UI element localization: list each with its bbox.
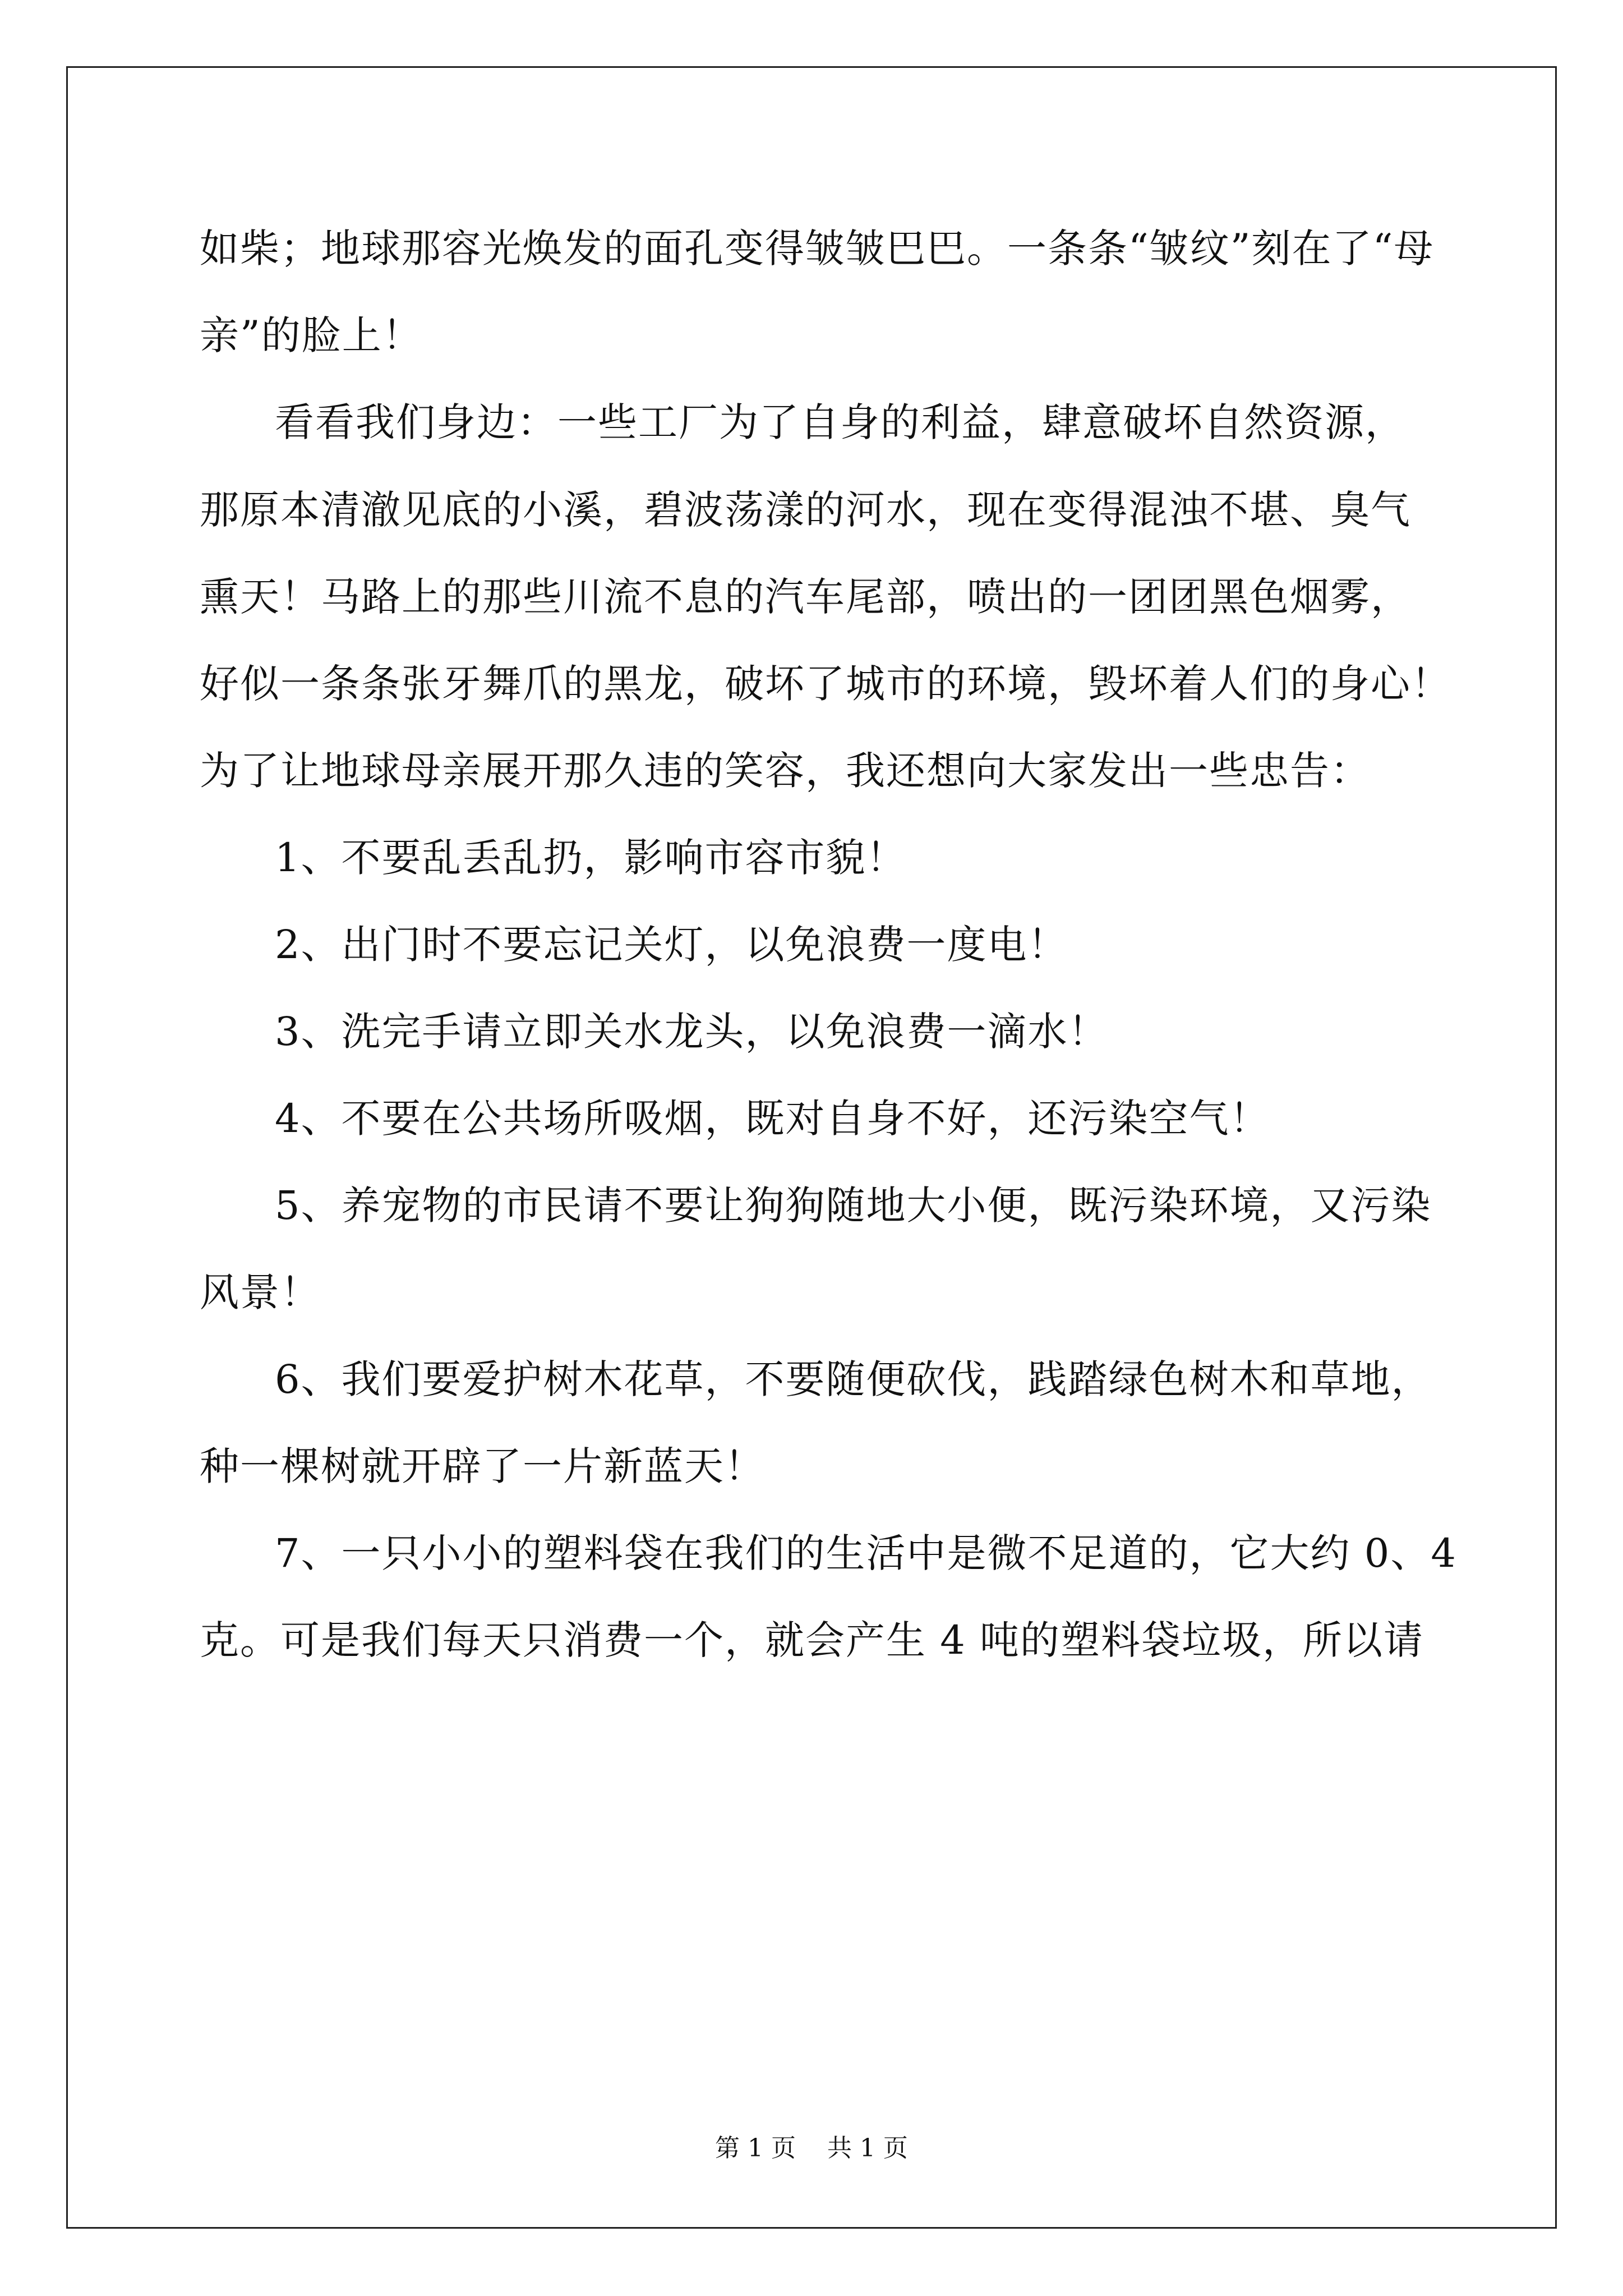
list-item: 7、一只小小的塑料袋在我们的生活中是微不足道的，它大约 0、4 — [275, 1530, 1457, 1576]
text-line: 风景！ — [200, 1269, 321, 1315]
list-item: 6、我们要爱护树木花草，不要随便砍伐，践踏绿色树木和草地， — [275, 1356, 1432, 1402]
text-line: 那原本清澈见底的小溪，碧波荡漾的河水，现在变得混浊不堪、臭气 — [200, 487, 1411, 533]
list-item: 2、出门时不要忘记关灯，以免浪费一度电！ — [275, 922, 1068, 968]
text-line: 如柴；地球那容光焕发的面孔变得皱皱巴巴。一条条“皱纹”刻在了“母 — [200, 226, 1435, 272]
list-item: 3、洗完手请立即关水龙头，以免浪费一滴水！ — [275, 1009, 1109, 1055]
paragraph-start: 看看我们身边：一些工厂为了自身的利益，肆意破坏自然资源， — [275, 399, 1405, 445]
text-line: 克。可是我们每天只消费一个，就会产生 4 吨的塑料袋垃圾，所以请 — [200, 1617, 1424, 1663]
text-line: 亲”的脸上！ — [200, 312, 423, 358]
list-item: 1、不要乱丢乱扔，影响市容市貌！ — [275, 835, 907, 881]
text-line: 熏天！马路上的那些川流不息的汽车尾部，喷出的一团团黑色烟雾， — [200, 574, 1411, 620]
page-footer: 第 1 页 共 1 页 — [715, 2134, 908, 2162]
text-line: 为了让地球母亲展开那久违的笑容，我还想向大家发出一些忠告： — [200, 748, 1371, 794]
text-line: 种一棵树就开辟了一片新蓝天！ — [200, 1443, 765, 1489]
list-item: 5、养宠物的市民请不要让狗狗随地大小便，既污染环境，又污染 — [275, 1182, 1432, 1228]
list-item: 4、不要在公共场所吸烟，既对自身不好，还污染空气！ — [275, 1096, 1270, 1142]
page-border — [66, 66, 1557, 2229]
text-line: 好似一条条张牙舞爪的黑龙，破坏了城市的环境，毁坏着人们的身心！ — [200, 661, 1451, 707]
